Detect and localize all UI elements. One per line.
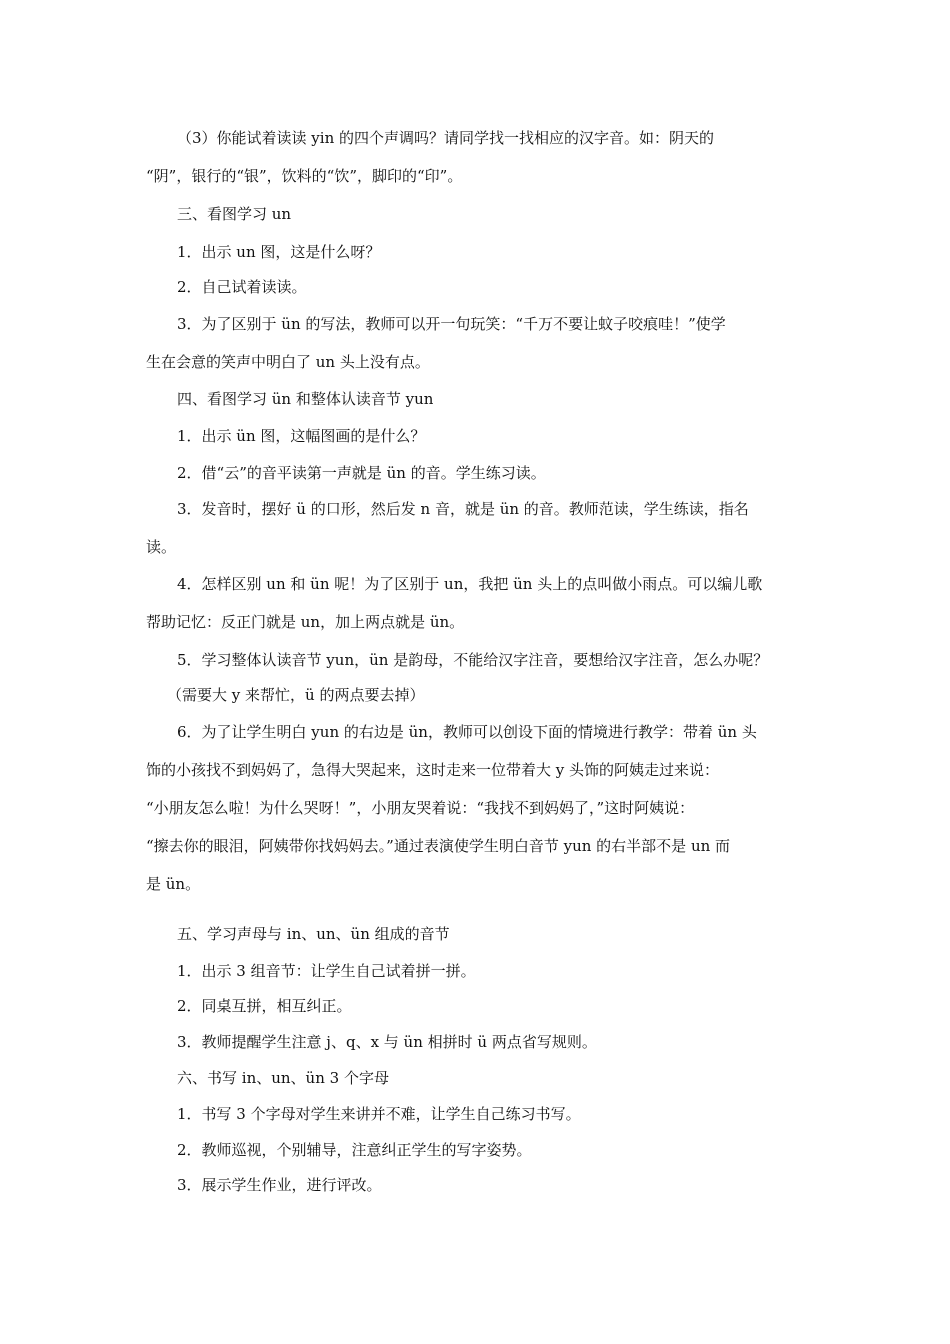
paragraph-line: （3）你能试着读读 yin 的四个声调吗？请同学找一找相应的汉字音。如：阴天的	[177, 129, 715, 147]
list-item: 2．借“云”的音平读第一声就是 ün 的音。学生练习读。	[177, 464, 546, 482]
paragraph-line: 生在会意的笑声中明白了 un 头上没有点。	[146, 353, 430, 371]
paragraph-line: 帮助记忆：反正门就是 un，加上两点就是 ün。	[146, 613, 465, 631]
list-item: 5．学习整体认读音节 yun，ün 是韵母，不能给汉字注音，要想给汉字注音，怎么办呢？	[177, 651, 769, 669]
list-item: 1．出示 3 组音节：让学生自己试着拼一拼。	[177, 962, 476, 980]
list-item: 1．出示 un 图，这是什么呀？	[177, 243, 381, 261]
paragraph-line: 读。	[146, 538, 177, 556]
list-item: 3．教师提醒学生注意 j、q、x 与 ün 相拼时 ü 两点省写规则。	[177, 1033, 597, 1051]
list-item: 2．同桌互拼，相互纠正。	[177, 997, 352, 1015]
list-item: 2．自己试着读读。	[177, 278, 307, 296]
list-item: 2．教师巡视，个别辅导，注意纠正学生的写字姿势。	[177, 1141, 532, 1159]
section-heading: 六、书写 in、un、ün 3 个字母	[177, 1069, 389, 1087]
paragraph-line: 饰的小孩找不到妈妈了，急得大哭起来，这时走来一位带着大 y 头饰的阿姨走过来说：	[146, 761, 720, 779]
paragraph-line: “阴”，银行的“银”，饮料的“饮”，脚印的“印”。	[146, 167, 463, 185]
list-item: 1．出示 ün 图，这幅图画的是什么？	[177, 427, 426, 445]
paragraph-line: （需要大 y 来帮忙，ü 的两点要去掉）	[167, 686, 425, 704]
list-item: 6．为了让学生明白 yun 的右边是 ün，教师可以创设下面的情境进行教学：带着 ün 头	[177, 723, 757, 741]
list-item: 3．为了区别于 ün 的写法，教师可以开一句玩笑：“千万不要让蚊子咬痕哇！”使学	[177, 315, 726, 333]
paragraph-line: “擦去你的眼泪，阿姨带你找妈妈去。”通过表演使学生明白音节 yun 的右半部不是 un 而	[146, 837, 731, 855]
section-heading: 五、学习声母与 in、un、ün 组成的音节	[177, 925, 450, 943]
list-item: 4．怎样区别 un 和 ün 呢！为了区别于 un，我把 ün 头上的点叫做小雨点。可以编儿歌	[177, 575, 763, 593]
list-item: 3．发音时，摆好 ü 的口形，然后发 n 音，就是 ün 的音。教师范读，学生练读，指名	[177, 500, 749, 518]
paragraph-line: 是 ün。	[146, 875, 201, 893]
section-heading: 三、看图学习 un	[177, 205, 292, 223]
list-item: 1．书写 3 个字母对学生来讲并不难，让学生自己练习书写。	[177, 1105, 581, 1123]
list-item: 3．展示学生作业，进行评改。	[177, 1176, 382, 1194]
section-heading: 四、看图学习 ün 和整体认读音节 yun	[177, 390, 434, 408]
paragraph-line: “小朋友怎么啦！为什么哭呀！”，小朋友哭着说：“我找不到妈妈了，”这时阿姨说：	[146, 799, 695, 817]
